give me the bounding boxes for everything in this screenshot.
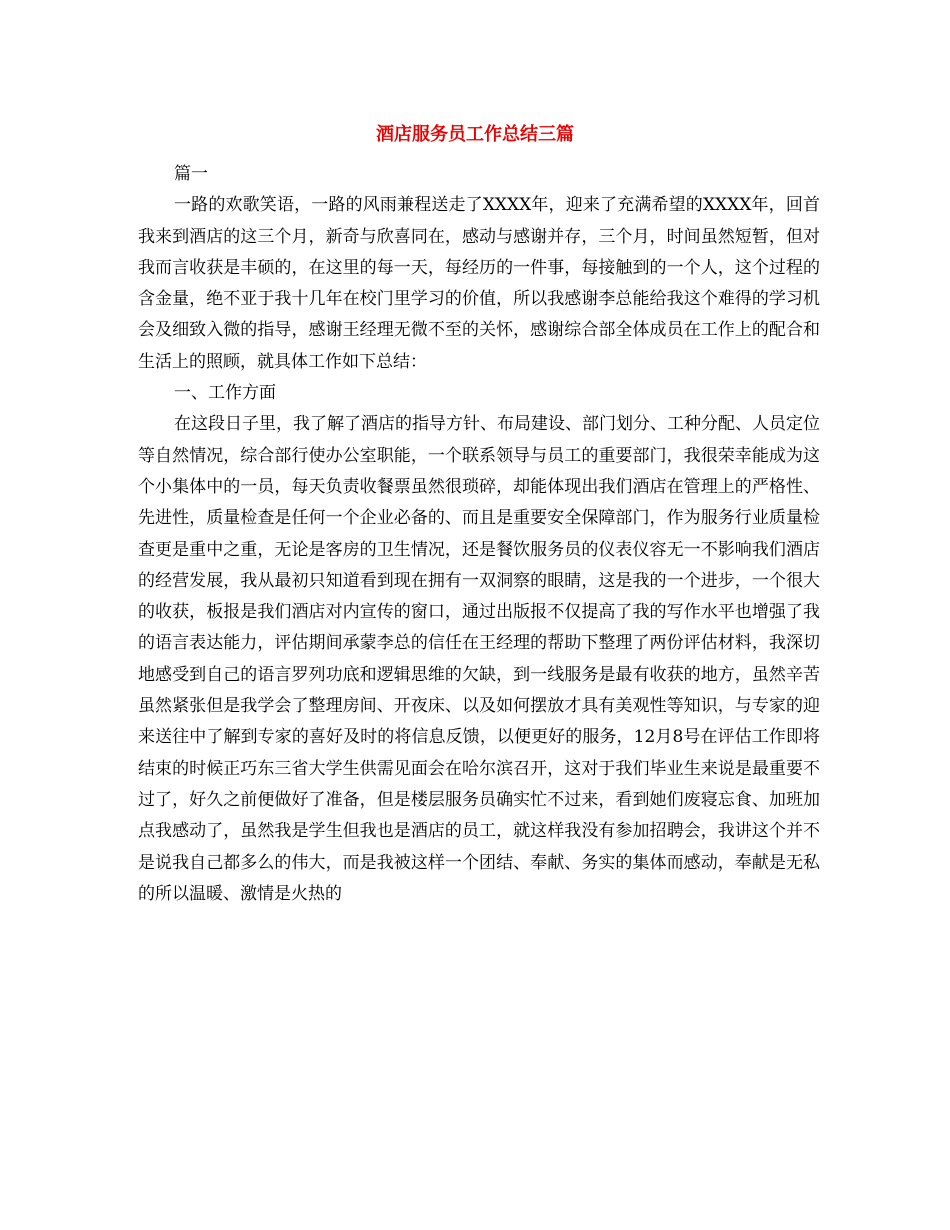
section-label: 篇一 <box>174 164 208 184</box>
document-body <box>138 158 820 910</box>
intro-paragraph: 一路的欢歌笑语，一路的风雨兼程送走了XXXX年，迎来了充满希望的XXXX年，回首我来到酒店的这三个月，新奇与欣喜同在，感动与感谢并存，三个月，时间虽然短暂，但对我而言收获是丰硕的，在这里的每一天，每经历的一件事，每接触到的一个人，这个过程的含金量，绝不亚于我十几年在校门里学习的价值，所以我感谢李总能给我这个难得的学习机会及细致入微的指导，感谢王经理无微不至的关怀，感谢综合部全体成员在工作上的配合和生活上的照顾，就具体工作如下总结： <box>138 195 820 372</box>
document-title: 酒店服务员工作总结三篇 <box>376 124 574 145</box>
subheading: 一、工作方面 <box>174 383 276 404</box>
body-paragraph: 在这段日子里，我了解了酒店的指导方针、布局建设、部门划分、工种分配、人员定位等自然情况，综合部行使办公室职能，一个联系领导与员工的重要部门，我很荣幸能成为这个小集体中的一员，每天负责收餐票虽然很琐碎，却能体现出我们酒店在管理上的严格性、先进性，质量检查是任何一个企业必备的、而且是重要安全保障部门，作为服务行业质量检查更是重中之重，无论是客房的卫生情况，还是餐饮服务员的仪表仪容无一不影响我们酒店的经营发展，我从最初只知道看到现在拥有一双洞察的眼睛，这是我的一个进步，一个很大的收获，板报是我们酒店对内宣传的窗口，通过出版报不仅提高了我的写作水平也增强了我的语言表达能力，评估期间承蒙李总的信任在王经理的帮助下整理了两份评估材料，我深切地感受到自己的语言罗列功底和逻辑思维的欠缺，到一线服务是最有收获的地方，虽然辛苦虽然紧张但是我学会了整理房间、开夜床、以及如何摆放才具有美观性等知识，与专家的迎来送往中了解到专家的喜好及时的将信息反馈，以便更好的服务，12月8号在评估工作即将结束的时候正巧东三省大学生供需见面会在哈尔滨召开，这对于我们毕业生来说是最重要不过了，好久之前便做好了准备，但是楼层服务员确实忙不过来，看到她们废寝忘食、加班加点我感动了，虽然我是学生但我也是酒店的员工，就这样我没有参加招聘会，我讲这个并不是说我自己都多么的伟大，而是我被这样一个团结、奉献、务实的集体而感动，奉献是无私的所以温暖、激情是火热的 <box>138 414 820 904</box>
